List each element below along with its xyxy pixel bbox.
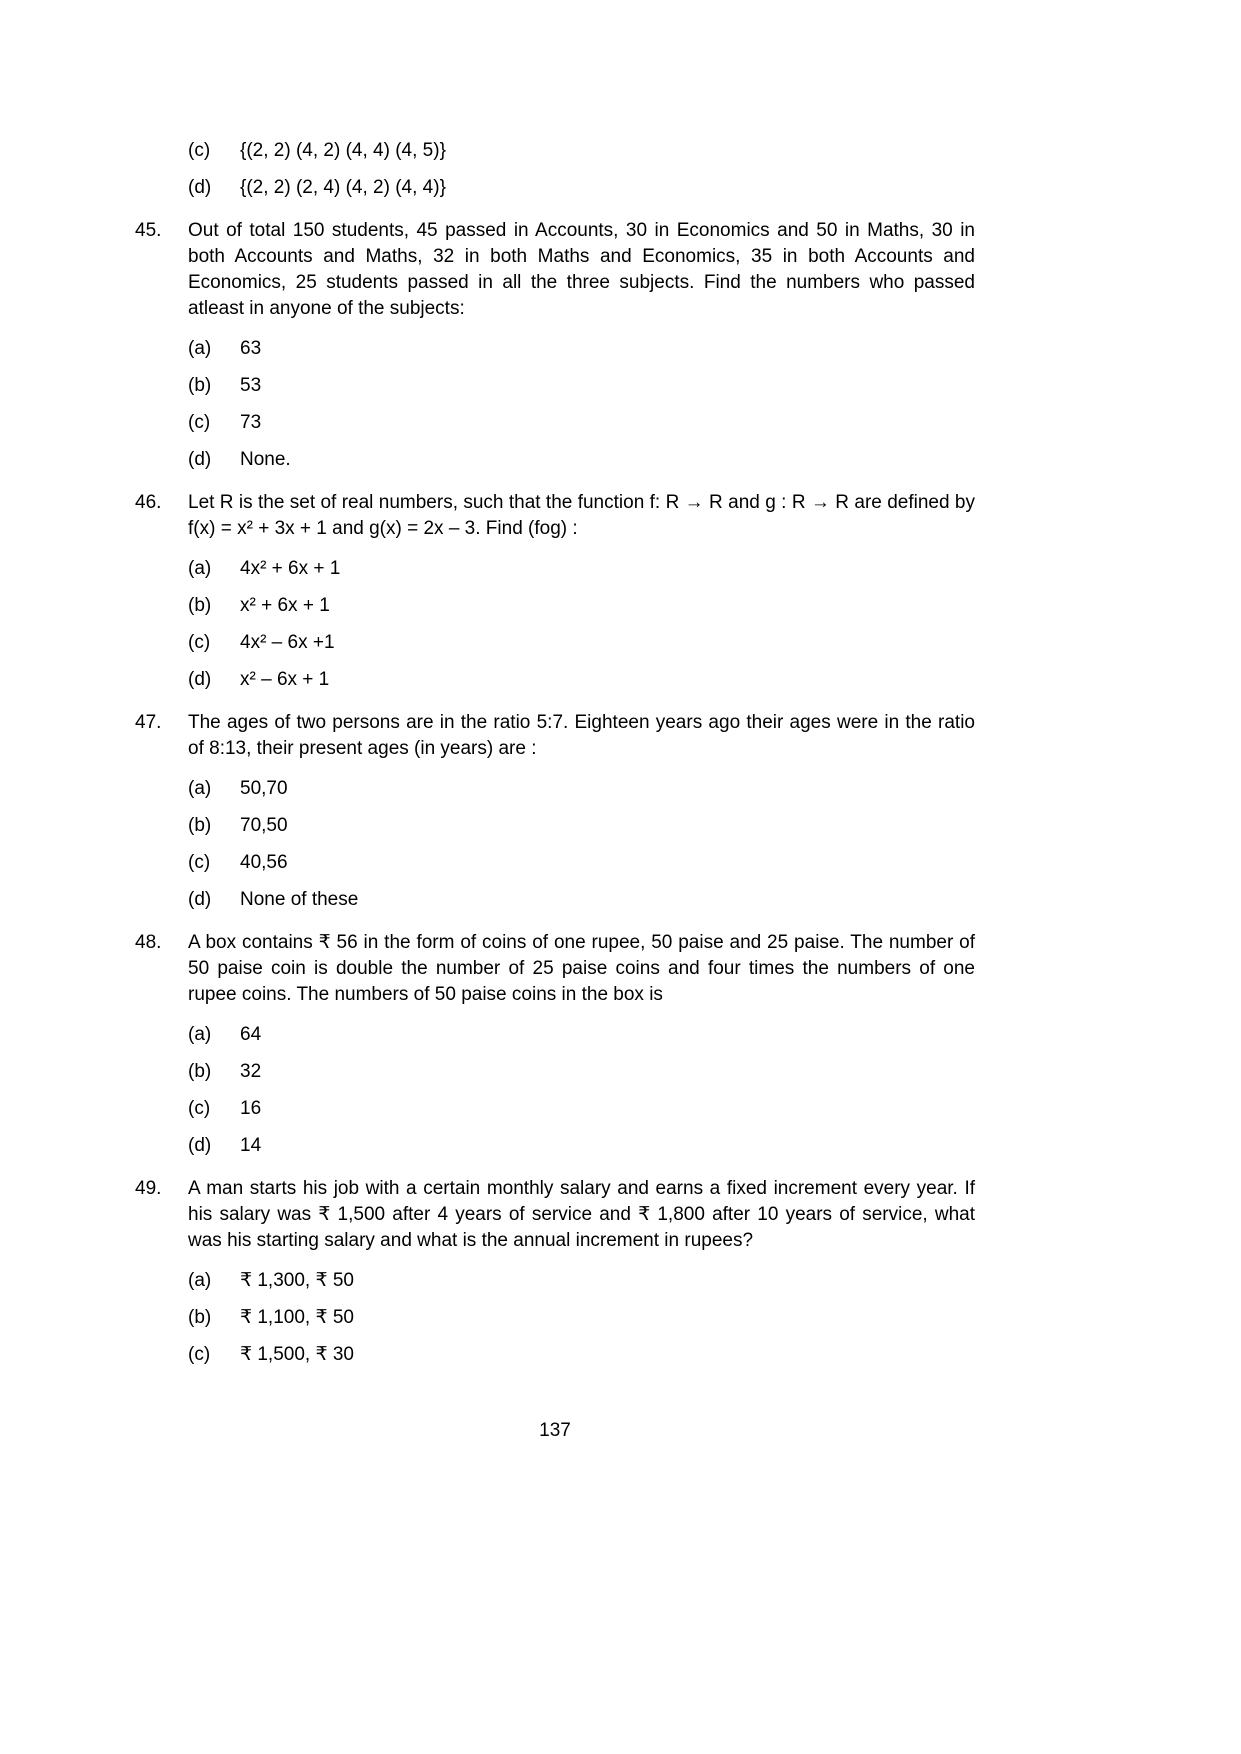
option-text: None.: [240, 449, 291, 470]
question-number: 47.: [135, 712, 162, 733]
option-text: x² – 6x + 1: [240, 669, 330, 690]
option-label: (d): [188, 889, 212, 910]
option-label: (a): [188, 338, 212, 359]
option-label: (a): [188, 1270, 212, 1291]
option: [188, 1096, 975, 1122]
option-label: (a): [188, 558, 212, 579]
option-text: 73: [240, 412, 262, 433]
question-text: A box contains ₹ 56 in the form of coins of one rupee, 50 paise and 25 paise. The number of 50 paise coin is double the number of 25 paise coins and four times the numbers of one rupee coins. The numbers of 50 paise coins in the box is: [188, 932, 975, 1005]
option: [188, 630, 975, 656]
question-number: 46.: [135, 492, 162, 513]
option-label: (a): [188, 1024, 212, 1045]
question-number: 48.: [135, 932, 162, 953]
option-text: 16: [240, 1098, 262, 1119]
question: [135, 1176, 975, 1254]
option-label: (b): [188, 1307, 212, 1328]
question: [135, 490, 975, 542]
option: [188, 776, 975, 802]
option-text: {(2, 2) (4, 2) (4, 4) (4, 5)}: [240, 140, 446, 161]
question-text: A man starts his job with a certain monthly salary and earns a fixed increment every year. If his salary was ₹ 1,500 after 4 years of service and ₹ 1,800 after 10 years of service, what was his starting salary and what is the annual increment in rupees?: [188, 1178, 975, 1251]
option: [188, 593, 975, 619]
option-text: 53: [240, 375, 262, 396]
option-text: 14: [240, 1135, 262, 1156]
option: [188, 175, 975, 201]
option-text: x² + 6x + 1: [240, 595, 330, 616]
document-page: [135, 138, 975, 1444]
option-text: 4x² + 6x + 1: [240, 558, 341, 579]
question-number: 45.: [135, 220, 162, 241]
option-text: {(2, 2) (2, 4) (4, 2) (4, 4)}: [240, 177, 446, 198]
option: [188, 1342, 975, 1368]
option: [188, 1022, 975, 1048]
option: [188, 138, 975, 164]
option: [188, 556, 975, 582]
option-text: ₹ 1,100, ₹ 50: [240, 1307, 354, 1328]
option-label: (b): [188, 1061, 212, 1082]
question: [135, 710, 975, 762]
option-text: 64: [240, 1024, 262, 1045]
option-text: 40,56: [240, 852, 288, 873]
option-label: (c): [188, 1098, 211, 1119]
question-text: Let R is the set of real numbers, such that the function f: R → R and g : R → R are defined by f(x) = x² + 3x + 1 and g(x) = 2x – 3. Find (fog) :: [188, 492, 975, 539]
option-label: (c): [188, 412, 211, 433]
page-number: 137: [539, 1420, 571, 1441]
option-label: (b): [188, 815, 212, 836]
option: [188, 1305, 975, 1331]
option-label: (c): [188, 140, 211, 161]
question-text: The ages of two persons are in the ratio 5:7. Eighteen years ago their ages were in the ratio of 8:13, their present ages (in years) are :: [188, 712, 975, 759]
option-text: 50,70: [240, 778, 288, 799]
option-text: 4x² – 6x +1: [240, 632, 335, 653]
option: [188, 1059, 975, 1085]
question: [135, 930, 975, 1008]
previous-question-options: [135, 138, 975, 201]
question-number: 49.: [135, 1178, 162, 1199]
option-text: ₹ 1,300, ₹ 50: [240, 1270, 354, 1291]
option-label: (d): [188, 669, 212, 690]
option-label: (c): [188, 852, 211, 873]
option-label: (b): [188, 375, 212, 396]
option: [188, 1133, 975, 1159]
option-text: 63: [240, 338, 262, 359]
option: [188, 1268, 975, 1294]
option-label: (d): [188, 1135, 212, 1156]
option: [188, 667, 975, 693]
option: [188, 373, 975, 399]
option-text: 70,50: [240, 815, 288, 836]
option-label: (a): [188, 778, 212, 799]
option-text: None of these: [240, 889, 359, 910]
option-label: (d): [188, 449, 212, 470]
option-text: ₹ 1,500, ₹ 30: [240, 1344, 354, 1365]
option-label: (b): [188, 595, 212, 616]
option: [188, 887, 975, 913]
option-label: (c): [188, 1344, 211, 1365]
question: [135, 218, 975, 322]
option: [188, 336, 975, 362]
option: [188, 447, 975, 473]
option-text: 32: [240, 1061, 262, 1082]
option: [188, 813, 975, 839]
option: [188, 410, 975, 436]
question-text: Out of total 150 students, 45 passed in Accounts, 30 in Economics and 50 in Maths, 30 in both Accounts and Maths, 32 in both Maths and Economics, 35 in both Accounts and Economics, 25 students passed in all the three subjects. Find the numbers who passed atleast in anyone of the subjects:: [188, 220, 975, 319]
option-label: (c): [188, 632, 211, 653]
option-label: (d): [188, 177, 212, 198]
option: [188, 850, 975, 876]
